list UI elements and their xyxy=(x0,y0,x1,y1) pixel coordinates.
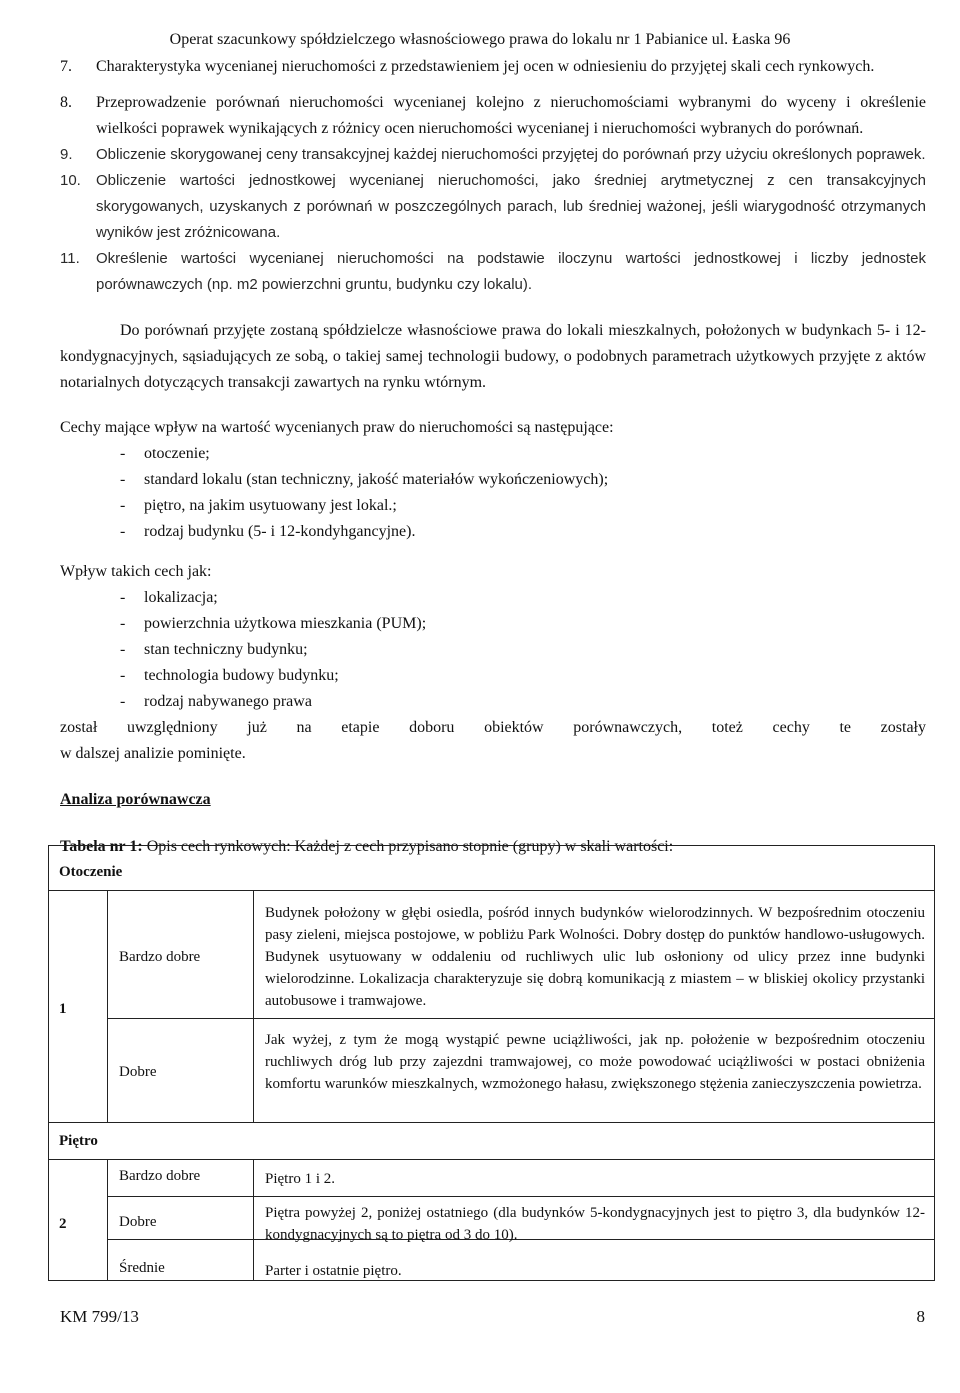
pietro-desc-average: Parter i ostatnie piętro. xyxy=(265,1263,402,1279)
table-caption-text: Opis cech rynkowych: Każdej z cech przypisano stopnie (grupy) w skali wartości: xyxy=(146,838,674,855)
pietro-heading: Piętro xyxy=(59,1133,98,1149)
influence-conclusion-line: w dalszej analizie pominięte. xyxy=(60,745,246,762)
list-item: - piętro, na jakim usytuowany jest lokal.; xyxy=(120,497,397,514)
step-text: Określenie wartości wycenianej nieruchomości na podstawie iloczynu wartości jednostkowej i liczby jednostek porównawczych (np. m2 powierzchni gruntu, budynku czy lokalu). xyxy=(96,250,926,293)
otoczenie-grade-very-good: Bardzo dobre xyxy=(119,949,201,965)
step-number: 7. xyxy=(60,58,72,75)
step-number: 9. xyxy=(60,146,73,163)
pietro-grade-good: Dobre xyxy=(119,1214,157,1230)
influence-list xyxy=(120,585,926,715)
pietro-number: 2 xyxy=(59,1216,67,1232)
page-number: 8 xyxy=(916,1307,925,1326)
document-body xyxy=(60,54,926,860)
step-text: Obliczenie skorygowanej ceny transakcyjnej każdej nieruchomości przyjętej do porównań przy użyciu określonych poprawek. xyxy=(96,146,926,163)
table-caption-label: Tabela nr 1: xyxy=(60,838,143,855)
step-text: Obliczenie wartości jednostkowej wycenianej nieruchomości, jako średniej arytmetycznej z cen transakcyjnych skorygowanych, uzyskanych z porównań w poszczególnych parach, lub średniej ważonej, jeśli wiarygodność otrzymanych wyników jest zróżnicowana. xyxy=(96,172,926,241)
step-7 xyxy=(60,54,926,80)
list-item: - rodzaj budynku (5- i 12-kondyhgancyjne). xyxy=(120,523,416,540)
otoczenie-heading: Otoczenie xyxy=(59,864,123,880)
influence-lead: Wpływ takich cech jak: xyxy=(60,563,212,580)
list-item: - technologia budowy budynku; xyxy=(120,667,339,684)
step-text: Przeprowadzenie porównań nieruchomości wycenianej kolejno z nieruchomościami wybranymi do wyceny i określenie wielkości poprawek wynikających z różnicy ocen nieruchomości wycenianej i nieruchomości wybranych do porównań. xyxy=(96,94,926,137)
step-8 xyxy=(60,90,926,142)
list-item: - otoczenie; xyxy=(120,445,210,462)
pietro-grade-very-good: Bardzo dobre xyxy=(119,1168,201,1184)
step-number: 10. xyxy=(60,172,81,189)
otoczenie-number: 1 xyxy=(59,1001,67,1017)
list-item: - standard lokalu (stan techniczny, jakość materiałów wykończeniowych); xyxy=(120,471,609,488)
step-number: 11. xyxy=(60,250,80,267)
otoczenie-grade-good: Dobre xyxy=(119,1064,157,1080)
list-item: - powierzchnia użytkowa mieszkania (PUM); xyxy=(120,615,427,632)
otoczenie-desc-very-good: Budynek położony w głębi osiedla, pośród innych budynków wielorodzinnych. W bezpośrednim otoczeniu pasy zieleni, miejsca postojowe, w pobliżu Park Wolności. Dobry dostęp do punktów handlowo-usługowych. Budynek usytuowany w oddaleniu od ruchliwych ulic lub osłoniony od ulicy przez inne budynki wielorodzinne. Lokalizacja charakteryzuje się dobrą komunikacją z miastem – w bliskiej okolicy przystanki autobusowe i tramwajowe. xyxy=(265,905,925,1009)
market-features-table xyxy=(48,845,935,1281)
otoczenie-desc-good: Jak wyżej, z tym że mogą wystąpić pewne uciążliwości, jak np. położenie w bezpośrednim otoczeniu ruchliwych dróg lub przy zajezdni tramwajowej, co może powodować uciążliwości w postaci obniżenia komfortu warunków mieszkalnych, wzmożonego hałasu, zwiększonego stężenia zanieczyszczenia powietrza. xyxy=(265,1032,925,1092)
features-list xyxy=(120,441,926,545)
influence-section xyxy=(60,559,926,767)
influence-conclusion-line: został uwzględniony już na etapie doboru obiektów porównawczych, toteż cechy te zostały xyxy=(60,719,926,736)
intro-paragraph: Do porównań przyjęte zostaną spółdzielcze własnościowe prawa do lokali mieszkalnych, położonych w budynkach 5- i 12-kondygnacyjnych, sąsiadujących ze sobą, o takiej samej technologii budowy, o podobnych parametrach użytkowych przyjęte z aktów notarialnych dotyczących transakcji zawartych na rynku wtórnym. xyxy=(60,322,926,391)
list-item: - rodzaj nabywanego prawa xyxy=(120,693,312,710)
features-section xyxy=(60,415,926,545)
features-lead: Cechy mające wpływ na wartość wycenianych praw do nieruchomości są następujące: xyxy=(60,419,614,436)
list-item: - stan techniczny budynku; xyxy=(120,641,308,658)
step-9 xyxy=(60,142,926,168)
pietro-desc-good: Piętra powyżej 2, poniżej ostatniego (dla budynków 5-kondygnacyjnych jest to piętro 3, dla budynków 12-kondygnacyjnych są to piętra od 3 do 10). xyxy=(265,1205,925,1243)
step-11 xyxy=(60,246,926,298)
pietro-grade-average: Średnie xyxy=(119,1260,165,1276)
step-text: Charakterystyka wycenianej nieruchomości z przedstawieniem jej ocen w odniesieniu do przyjętej skali cech rynkowych. xyxy=(96,58,875,75)
step-number: 8. xyxy=(60,94,72,111)
page-header: Operat szacunkowy spółdzielczego własnościowego prawa do lokalu nr 1 Pabianice ul. Łaska 96 xyxy=(169,31,791,48)
pietro-desc-very-good: Piętro 1 i 2. xyxy=(265,1171,335,1187)
analysis-title: Analiza porównawcza xyxy=(60,791,211,808)
step-10 xyxy=(60,168,926,246)
document-number: KM 799/13 xyxy=(60,1307,139,1326)
list-item: - lokalizacja; xyxy=(120,589,218,606)
